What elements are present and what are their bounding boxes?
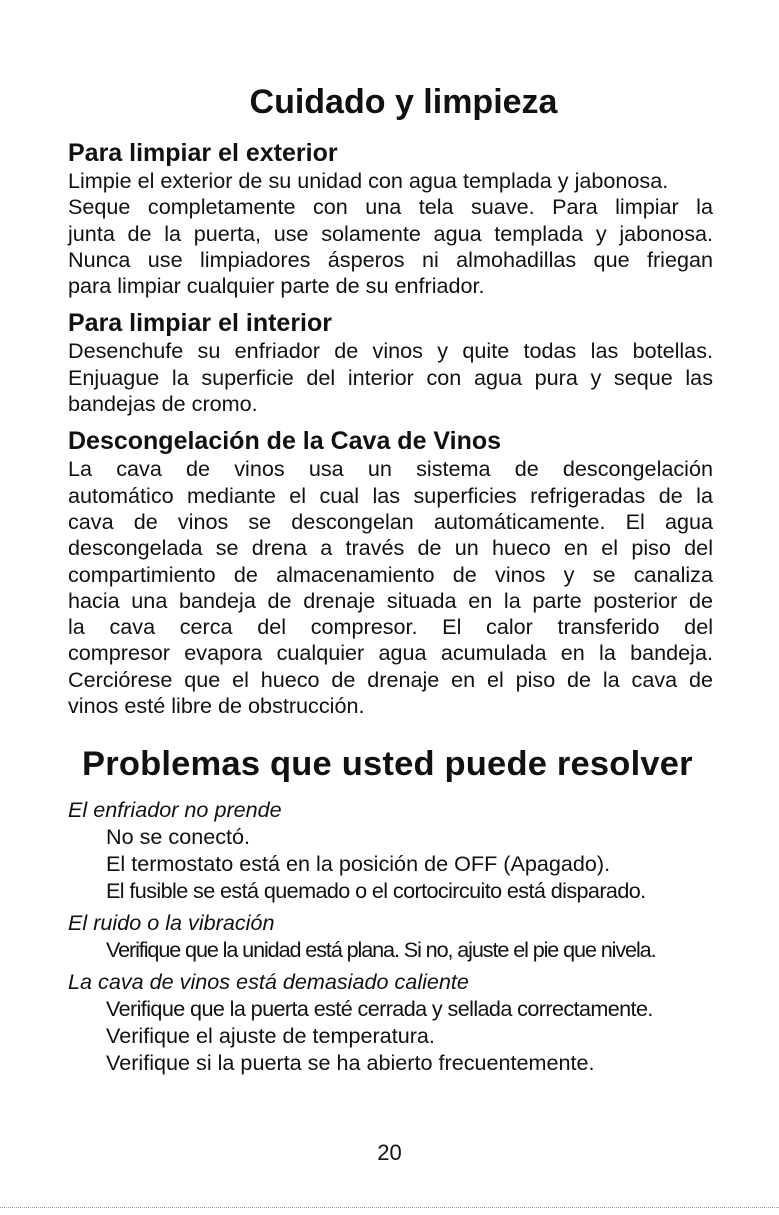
section-heading: Descongelación de la Cava de Vinos [68,427,502,456]
problem-solution: Verifique el ajuste de temperatura. [106,1023,435,1049]
problem-title: El enfriador no prende [68,797,282,823]
text-line: Seque completamente con una tela suave. Para limpiar la [68,194,713,220]
problem-solution: Verifique si la puerta se ha abierto frecuentemente. [106,1050,595,1076]
section-body [68,338,713,417]
text-line: Desenchufe su enfriador de vinos y quite todas las botellas. [68,338,713,364]
text-line: La cava de vinos usa un sistema de descongelación [68,456,713,482]
problem-solution: El termostato está en la posición de OFF (Apagado). [106,851,611,877]
text-line: hacia una bandeja de drenaje situada en la parte posterior de [68,587,713,613]
bottom-rule [0,1207,779,1208]
troubleshooting-title: Problemas que usted puede resolver [82,745,693,784]
problem-solution: Verifique que la puerta esté cerrada y sellada correctamente. [106,996,653,1022]
text-line: automático mediante el cual las superficies refrigeradas de la [68,482,713,508]
problem-solution: El fusible se está quemado o el cortocircuito está disparado. [106,878,646,904]
problem-title: La cava de vinos está demasiado caliente [68,969,469,995]
text-line: la cava cerca del compresor. El calor transferido del [68,614,713,640]
problem-not-starting [68,797,779,904]
section-heading: Para limpiar el interior [68,309,332,338]
problem-noise [68,910,779,963]
problem-title: El ruido o la vibración [68,910,275,936]
section-heading: Para limpiar el exterior [68,139,338,167]
section-body [68,168,713,299]
text-line: para limpiar cualquier parte de su enfriador. [68,273,485,299]
problem-solution: Verifique que la unidad está plana. Si no, ajuste el pie que nivela. [106,937,656,963]
section-defrost [68,426,779,719]
section-exterior [68,138,779,299]
text-line: Nunca use limpiadores ásperos ni almohadillas que friegan [68,246,713,272]
text-line: junta de la puerta, use solamente agua templada y jabonosa. [68,220,713,246]
text-line: descongelada se drena a través de un hueco en el piso del [68,535,713,561]
care-title: Cuidado y limpieza [249,83,558,121]
text-line: bandejas de cromo. [68,391,258,417]
section-interior [68,308,779,417]
text-line: compresor evapora cualquier agua acumulada en la bandeja. [68,640,713,666]
problem-too-warm [68,969,779,1076]
section-body [68,456,713,719]
text-line: Enjuague la superficie del interior con agua pura y seque las [68,364,713,390]
page-number: 20 [377,1140,402,1165]
text-line: cava de vinos se descongelan automáticamente. El agua [68,508,713,534]
text-line: Cerciórese que el hueco de drenaje en el piso de la cava de [68,666,713,692]
text-line: vinos esté libre de obstrucción. [68,693,365,719]
text-line: Limpie el exterior de su unidad con agua templada y jabonosa. [68,168,669,193]
text-line: compartimiento de almacenamiento de vinos y se canaliza [68,561,713,587]
problem-solution: No se conectó. [106,824,251,850]
